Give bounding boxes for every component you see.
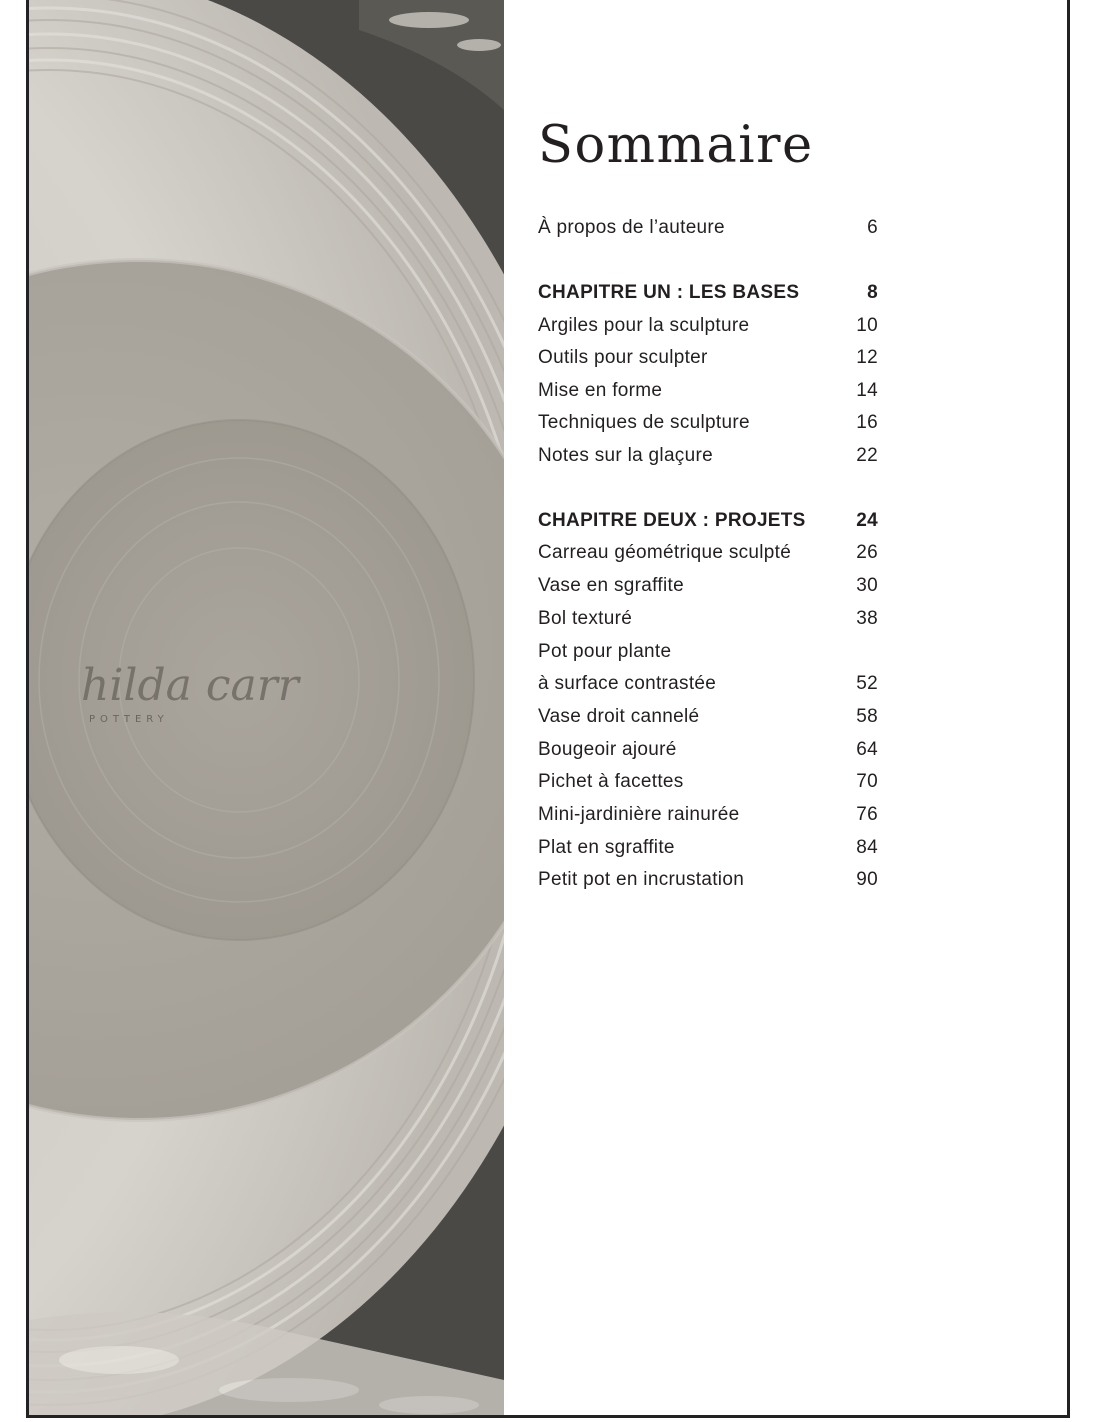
toc-entry-page: 6 xyxy=(867,217,878,238)
toc-entry[interactable] xyxy=(538,310,878,342)
toc-entry[interactable] xyxy=(538,603,878,635)
clay-plate-image xyxy=(29,0,504,1415)
toc-entry-label: Outils pour sculpter xyxy=(538,347,708,368)
toc-entry-page: 26 xyxy=(856,542,878,563)
toc-entry-page: 14 xyxy=(856,380,878,401)
toc-entry[interactable] xyxy=(538,766,878,798)
toc-entry-page: 64 xyxy=(856,739,878,760)
toc-entry[interactable] xyxy=(538,407,878,439)
toc-entry-intro[interactable] xyxy=(538,212,878,244)
pottery-photo xyxy=(29,0,504,1415)
toc-entry-page: 90 xyxy=(856,869,878,890)
toc-entry[interactable] xyxy=(538,537,878,569)
toc-entry[interactable] xyxy=(538,342,878,374)
page-frame xyxy=(26,0,1070,1418)
toc-chapter-page: 8 xyxy=(867,282,878,303)
toc-entry-page: 76 xyxy=(856,804,878,825)
toc-entry-page: 70 xyxy=(856,771,878,792)
toc-entry-label: Vase en sgraffite xyxy=(538,575,684,596)
toc-entry-label: Mini-jardinière rainurée xyxy=(538,804,740,825)
toc-entry-page: 10 xyxy=(856,315,878,336)
toc-entry[interactable] xyxy=(538,636,878,668)
toc-entry-label: Bougeoir ajouré xyxy=(538,739,677,760)
toc-entry-page: 16 xyxy=(856,412,878,433)
toc-entry-label: Plat en sgraffite xyxy=(538,837,675,858)
toc-entry[interactable] xyxy=(538,832,878,864)
toc-entry[interactable] xyxy=(538,799,878,831)
toc-entry-label: Pichet à facettes xyxy=(538,771,684,792)
toc-entry-label: Vase droit cannelé xyxy=(538,706,700,727)
toc-entry-page: 38 xyxy=(856,608,878,629)
stamp-signature: hilda carr xyxy=(81,660,299,711)
toc-entry-label: Techniques de sculpture xyxy=(538,412,750,433)
toc-entry-label: Notes sur la glaçure xyxy=(538,445,713,466)
toc-entry-page: 30 xyxy=(856,575,878,596)
toc-entry-label: Mise en forme xyxy=(538,380,663,401)
toc-entry[interactable] xyxy=(538,734,878,766)
toc-entry[interactable] xyxy=(538,570,878,602)
toc-chapter-heading[interactable] xyxy=(538,277,878,309)
toc-entry[interactable] xyxy=(538,701,878,733)
page-title: Sommaire xyxy=(538,116,814,175)
toc-chapter-heading[interactable] xyxy=(538,505,878,537)
toc-entry[interactable] xyxy=(538,668,878,700)
toc-entry-label: Pot pour plante xyxy=(538,641,672,662)
toc-chapter-label: CHAPITRE UN : LES BASES xyxy=(538,282,800,303)
toc-entry-label: À propos de l’auteure xyxy=(538,217,725,238)
toc-entry-label: Bol texturé xyxy=(538,608,633,629)
toc-entry-page: 52 xyxy=(856,673,878,694)
toc-entry-page: 58 xyxy=(856,706,878,727)
toc-entry-label: à surface contrastée xyxy=(538,673,717,694)
toc-entry-page: 84 xyxy=(856,837,878,858)
toc-entry[interactable] xyxy=(538,440,878,472)
toc-entry-label: Carreau géométrique sculpté xyxy=(538,542,792,563)
toc-entry-page: 22 xyxy=(856,445,878,466)
toc-entry-label: Argiles pour la sculpture xyxy=(538,315,750,336)
toc-chapter-page: 24 xyxy=(856,510,878,531)
stamp-text: POTTERY xyxy=(89,714,169,725)
toc-entry-page: 12 xyxy=(856,347,878,368)
toc-entry[interactable] xyxy=(538,864,878,896)
toc-entry-label: Petit pot en incrustation xyxy=(538,869,745,890)
toc-entry[interactable] xyxy=(538,375,878,407)
toc-chapter-label: CHAPITRE DEUX : PROJETS xyxy=(538,510,806,531)
